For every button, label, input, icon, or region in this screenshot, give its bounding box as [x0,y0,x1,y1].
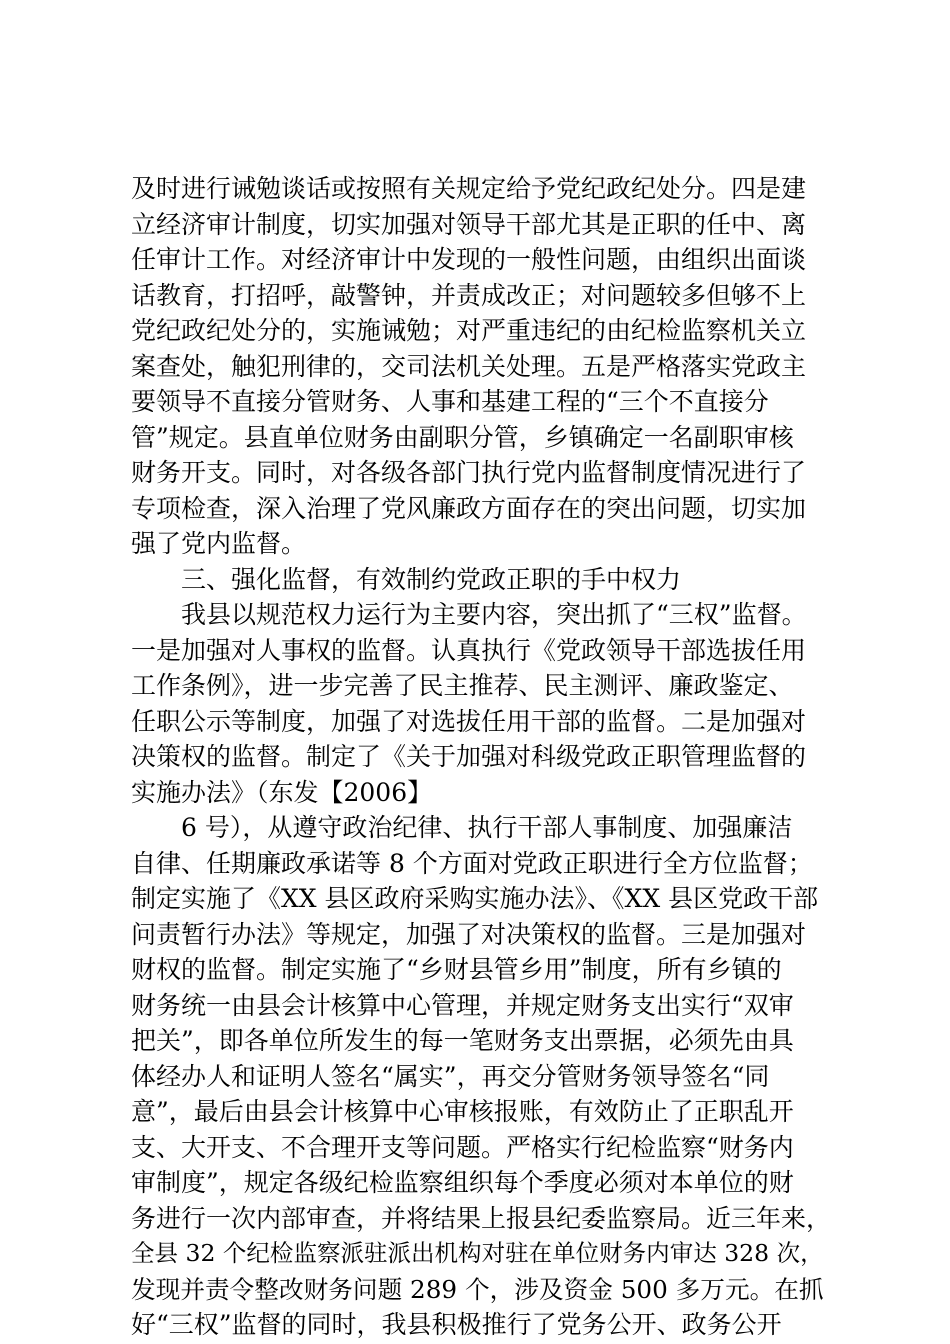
text-line: 工作条例》，进一步完善了民主推荐、民主测评、廉政鉴定、 [131,671,794,700]
text-line: 三、强化监督，有效制约党政正职的手中权力 [181,564,682,594]
text-line: 实施办法》（东发【2006】 [131,777,433,807]
text-line: 话教育，打招呼，敲警钟，并责成改正；对问题较多但够不上 [131,280,807,310]
text-line: 任审计工作。对经济审计中发现的一般性问题，由组织出面谈 [131,245,807,274]
text-line: 我县以规范权力运行为主要内容，突出抓了“三权”监督。 [181,600,807,629]
text-line: 全县 32 个纪检监察派驻派出机构对驻在单位财务内审达 328 次， [131,1239,824,1267]
text-line: 务进行一次内部审查，并将结果上报县纪委监察局。近三年来， [131,1203,832,1233]
text-line: 管”规定。县直单位财务由副职分管，乡镇确定一名副职审核 [131,422,794,452]
text-line: 发现并责令整改财务问题 289 个，涉及资金 500 多万元。在抓 [131,1274,824,1304]
text-line: 6 号），从遵守政治纪律、执行干部人事制度、加强廉洁 [181,813,793,842]
text-line: 把关”，即各单位所发生的每一笔财务支出票据，必须先由具 [131,1026,794,1055]
text-line: 决策权的监督。制定了《关于加强对科级党政正职管理监督的 [131,742,807,771]
text-line: 任职公示等制度，加强了对选拔任用干部的监督。二是加强对 [131,706,807,736]
text-line: 及时进行诫勉谈话或按照有关规定给予党纪政纪处分。四是建 [131,174,807,203]
text-line: 财务开支。同时，对各级各部门执行党内监督制度情况进行了 [131,458,807,487]
text-line: 强了党内监督。 [131,529,307,558]
text-line: 体经办人和证明人签名“属实”，再交分管财务领导签名“同 [131,1061,770,1091]
text-line: 党纪政纪处分的，实施诫勉；对严重违纪的由纪检监察机关立 [131,316,807,345]
text-line: 专项检查，深入治理了党风廉政方面存在的突出问题，切实加 [131,493,807,523]
text-line: 支、大开支、不合理开支等问题。严格实行纪检监察“财务内 [131,1132,794,1162]
body-text [131,171,831,1343]
text-line: 审制度”，规定各级纪检监察组织每个季度必须对本单位的财 [131,1168,794,1197]
text-line: 立经济审计制度，切实加强对领导干部尤其是正职的任中、离 [131,209,807,239]
text-line: 要领导不直接分管财务、人事和基建工程的“三个不直接分 [131,387,769,416]
text-line: 财权的监督。制定实施了“乡财县管乡用”制度，所有乡镇的 [131,955,782,984]
text-line: 问责暂行办法》等规定，加强了对决策权的监督。三是加强对 [131,919,807,949]
text-line: 制定实施了《XX 县区政府采购实施办法》、《XX 县区党政干部 [131,884,819,913]
text-line: 财务统一由县会计核算中心管理，并规定财务支出实行“双审 [131,990,794,1020]
text-line: 好“三权”监督的同时，我县积极推行了党务公开、政务公开 [131,1310,782,1339]
text-line: 自律、任期廉政承诺等 8 个方面对党政正职进行全方位监督； [131,848,813,878]
text-line: 意”，最后由县会计核算中心审核报账，有效防止了正职乱开 [131,1097,794,1126]
text-line: 案查处，触犯刑律的，交司法机关处理。五是严格落实党政主 [131,351,807,381]
text-line: 一是加强对人事权的监督。认真执行《党政领导干部选拔任用 [131,635,807,665]
